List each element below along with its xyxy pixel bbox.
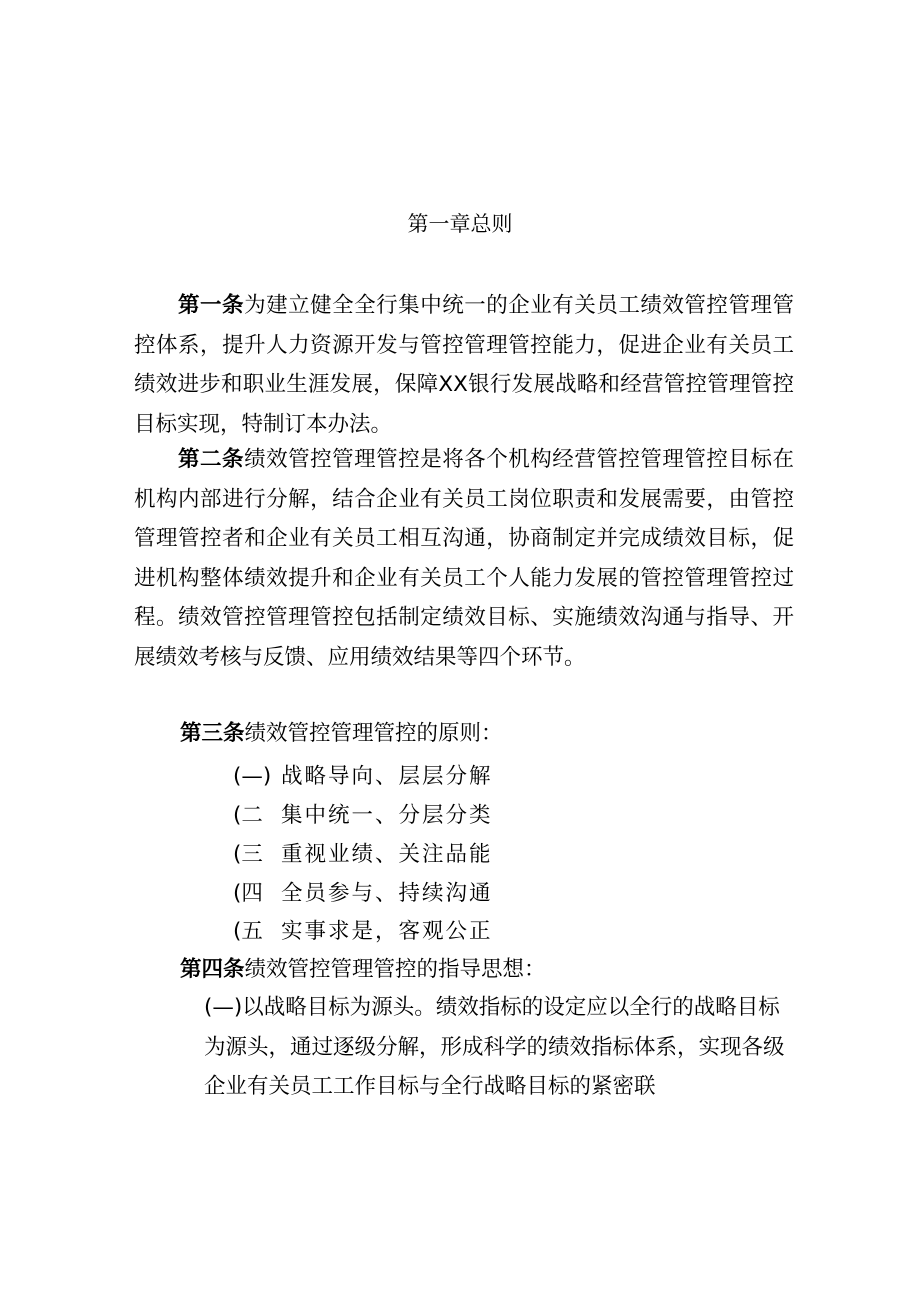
article-1	[134, 286, 794, 444]
principle-text: 战略导向、层层分解	[281, 764, 493, 789]
principle-text: 实事求是，客观公正	[281, 919, 493, 944]
principle-number: (—)	[233, 764, 272, 789]
principle-number: (二	[233, 803, 263, 828]
article-2	[134, 440, 794, 677]
principle-item	[233, 798, 493, 829]
principle-item	[233, 876, 493, 907]
article-4-text: 绩效管控管理管控的指导思想：	[244, 957, 546, 982]
article-4-label: 第四条	[180, 957, 245, 982]
article-3-label: 第三条	[180, 721, 245, 746]
article-1-label: 第一条	[178, 293, 245, 318]
principle-text: 全员参与、持续沟通	[281, 881, 493, 906]
article-3-text: 绩效管控管理管控的原则：	[244, 721, 503, 746]
article-2-label: 第二条	[178, 447, 245, 472]
principle-text: 集中统一、分层分类	[281, 803, 493, 828]
principle-number: (五	[233, 919, 263, 944]
article-4-item-1: (—)以战略目标为源头。绩效指标的设定应以全行的战略目标为源头，通过逐级分解，形成科学的绩效指标体系，实现各级企业有关员工工作目标与全行战略目标的紧密联	[204, 995, 785, 1099]
chapter-title: 第一章总则	[407, 212, 513, 236]
principle-number: (四	[233, 881, 263, 906]
principle-item	[233, 759, 493, 790]
principle-item	[233, 914, 493, 945]
principle-item	[233, 837, 493, 868]
principle-number: (三	[233, 842, 263, 867]
principle-text: 重视业绩、关注品能	[281, 842, 493, 867]
article-1-text: 为建立健全全行集中统一的企业有关员工绩效管控管理管控体系，提升人力资源开发与管控管理管控能力，促进企业有关员工绩效进步和职业生涯发展，保障XX银行发展战略和经营管控管理管控目标实现，特制订本办法。	[134, 293, 794, 437]
article-4	[180, 950, 546, 990]
article-3	[180, 714, 503, 754]
article-2-text: 绩效管控管理管控是将各个机构经营管控管理管控目标在机构内部进行分解，结合企业有关员工岗位职责和发展需要，由管控管理管控者和企业有关员工相互沟通，协商制定并完成绩效目标，促进机构整体绩效提升和企业有关员工个人能力发展的管控管理管控过程。绩效管控管理管控包括制定绩效目标、实施绩效沟通与指导、开展绩效考核与反馈、应用绩效结果等四个环节。	[134, 447, 794, 670]
